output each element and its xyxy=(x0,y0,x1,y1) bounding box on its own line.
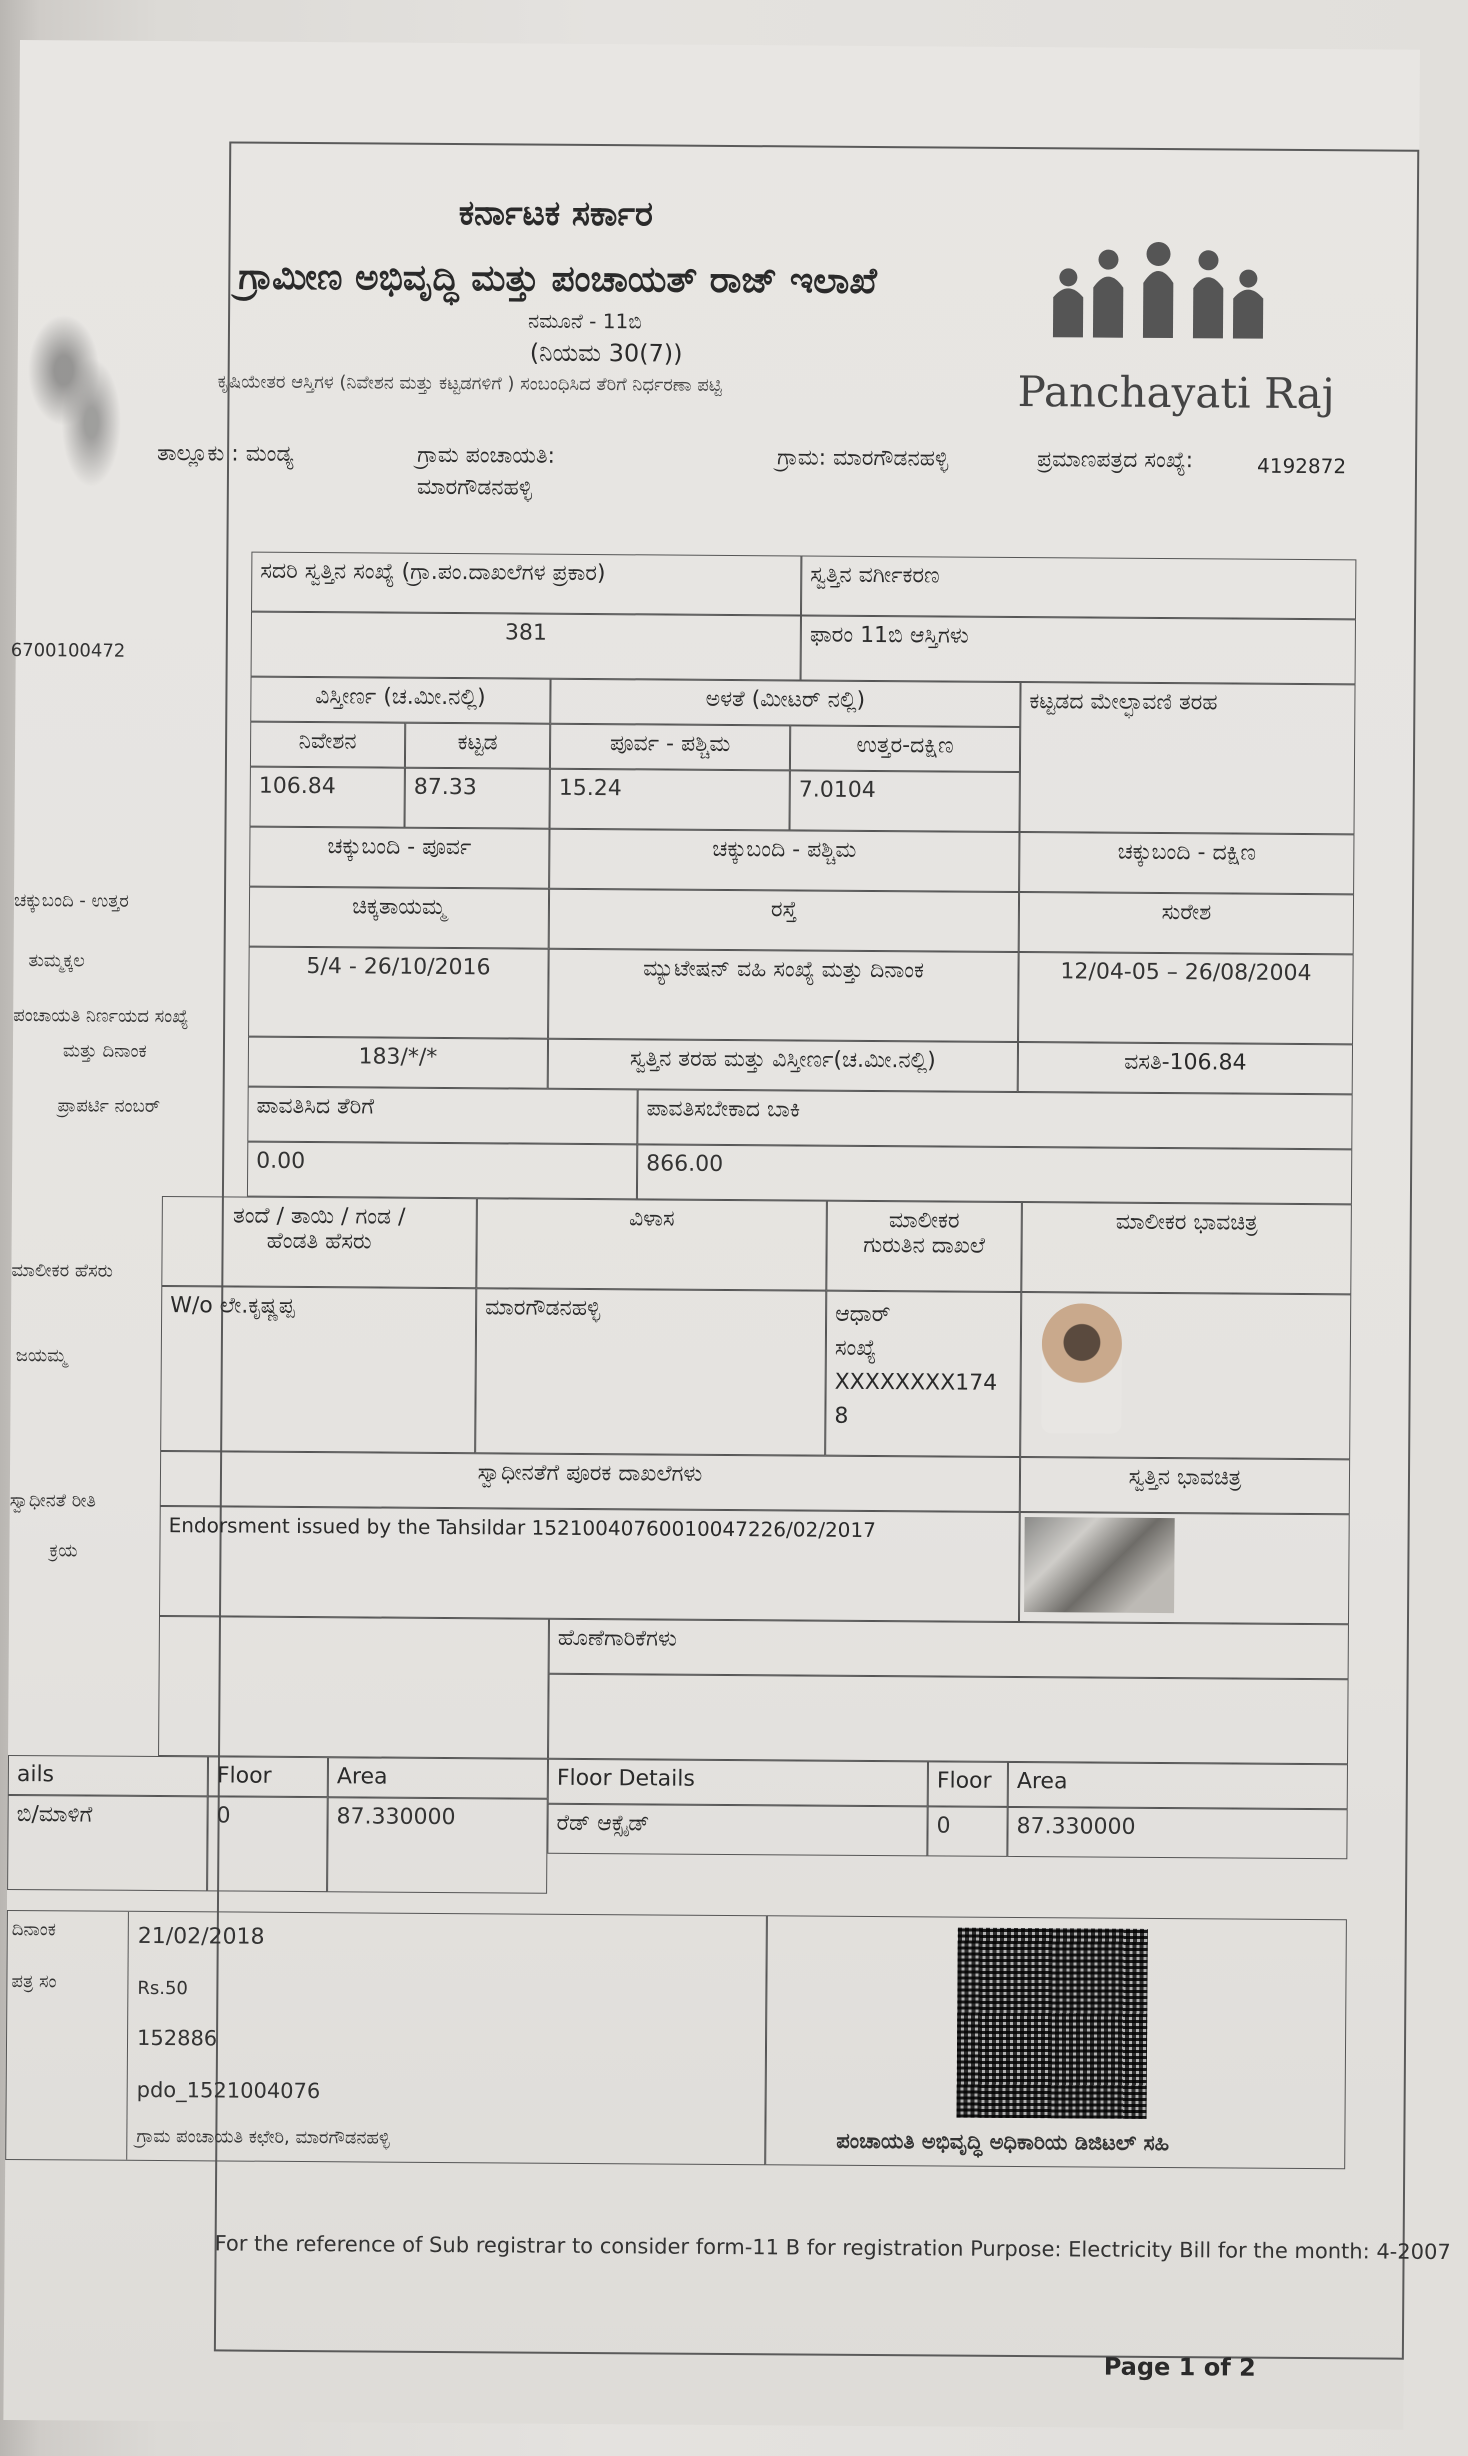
margin-property-number: ಪ್ರಾಪರ್ಟಿ ನಂಬರ್ xyxy=(57,1095,161,1118)
margin-owner-name: ಜಯಮ್ಮ xyxy=(15,1345,67,1367)
digital-signature-label: ಪಂಚಾಯತಿ ಅಭಿವೃದ್ಧಿ ಅಧಿಕಾರಿಯ ಡಿಜಿಟಲ್ ಸಹಿ xyxy=(836,2128,1170,2156)
floor-details-floor-header: Floor xyxy=(928,1761,1008,1807)
documents-label: ಸ್ವಾಧೀನತೆಗೆ ಪೂರಕ ದಾಖಲೆಗಳು xyxy=(160,1451,1020,1512)
balance-due: 866.00 xyxy=(637,1144,1352,1204)
address-label: ವಿಳಾಸ xyxy=(476,1198,827,1290)
dimensions-label: ಅಳತೆ (ಮೀಟರ್ ನಲ್ಲಿ) xyxy=(550,679,1020,727)
floor-details-header: Floor Details xyxy=(548,1759,928,1807)
footer-note: For the reference of Sub registrar to consider form-11 B for registration Purpose: Electricity Bill for the month: 4-2007 xyxy=(214,2231,1451,2265)
north-south-label: ಉತ್ತರ-ದಕ್ಷಿಣ xyxy=(790,725,1020,772)
paid-tax-label: ಪಾವತಿಸಿದ ತೆರಿಗೆ xyxy=(247,1087,637,1145)
west-boundary-label: ಚಕ್ಕುಬಂದಿ - ಪಶ್ಚಿಮ xyxy=(549,829,1019,892)
area-label: ವಿಸ್ತೀರ್ಣ (ಚ.ಮೀ.ನಲ್ಲಿ) xyxy=(250,677,550,724)
property-number-label: ಸದರಿ ಸ್ವತ್ತಿನ ಸಂಖ್ಯೆ (ಗ್ರಾ.ಪಂ.ದಾಖಲೆಗಳ ಪ್ರಕಾರ) xyxy=(251,552,801,616)
signing-label-letter: ಪತ್ರ ಸಂ xyxy=(11,1970,57,1993)
balance-label: ಪಾವತಿಸಬೇಕಾದ ಬಾಕಿ xyxy=(637,1089,1352,1149)
east-west-measurement: 15.24 xyxy=(550,769,790,831)
panchayati-raj-logo-icon xyxy=(1028,237,1289,349)
owner-id xyxy=(825,1291,1021,1457)
owner-photo-cell xyxy=(1020,1292,1351,1459)
id-label-line2: ಗುರುತಿನ ದಾಖಲೆ xyxy=(863,1232,985,1259)
father-label-line1: ತಂದೆ / ತಾಯಿ / ಗಂಡ / xyxy=(232,1203,406,1230)
form-number: ನಮೂನೆ - 11ಬಿ xyxy=(527,308,642,334)
west-boundary: ರಸ್ತೆ xyxy=(549,889,1019,952)
east-west-label: ಪೂರ್ವ - ಪಶ್ಚಿಮ xyxy=(550,724,790,771)
south-boundary-label: ಚಕ್ಕುಬಂದಿ - ದಕ್ಷಿಣ xyxy=(1019,832,1354,894)
property-photo-icon xyxy=(1024,1517,1175,1613)
official-stamp-icon xyxy=(7,240,149,501)
roof-type-label: ಕಟ್ಟಡದ ಮೇಲ್ಛಾವಣಿ ತರಹ xyxy=(1019,682,1355,834)
signing-office: ಗ್ರಾಮ ಪಂಚಾಯತಿ ಕಛೇರಿ, ಮಾರಗೌಡನಹಳ್ಳಿ xyxy=(136,2125,390,2149)
floor-col-floor-header: Floor xyxy=(208,1756,328,1797)
signing-fee: Rs.50 xyxy=(137,1977,188,2000)
floor-details-floor: 0 xyxy=(927,1806,1007,1857)
classification-label: ಸ್ವತ್ತಿನ ವರ್ಗೀಕರಣ xyxy=(801,555,1356,619)
village: ಗ್ರಾಮ: ಮಾರಗೌಡನಹಳ್ಳಿ xyxy=(777,445,949,472)
signing-divider xyxy=(126,1912,129,2160)
east-boundary: ಚಿಕ್ಕತಾಯಮ್ಮ xyxy=(249,887,549,949)
id-number-line2: 8 xyxy=(834,1403,849,1429)
classification: ಫಾರಂ 11ಬಿ ಆಸ್ತಿಗಳು xyxy=(801,615,1356,684)
documents-text: Endorsment issued by the Tahsildar 15210040760010047226/02/2017 xyxy=(159,1506,1020,1622)
property-photo-label: ಸ್ವತ್ತಿನ ಭಾವಚಿತ್ರ xyxy=(1020,1457,1350,1514)
paid-tax: 0.00 xyxy=(247,1142,637,1200)
father-name: W/o ಲೇ.ಕೃಷ್ಣಪ್ಪ xyxy=(160,1286,476,1453)
qr-code-icon xyxy=(957,1928,1148,2119)
south-boundary: ಸುರೇಶ xyxy=(1019,892,1354,954)
signing-receipt: 152886 xyxy=(136,2025,218,2051)
floor-col-type-header: ails xyxy=(8,1755,208,1796)
rule-number: (ನಿಯಮ 30(7)) xyxy=(529,338,683,368)
owner-id-label xyxy=(826,1201,1022,1292)
floor-area: 87.330000 xyxy=(327,1797,548,1894)
id-type: ಆಧಾರ್ xyxy=(835,1301,891,1328)
margin-possession-value: ಕ್ರಯ xyxy=(49,1540,78,1562)
owner-photo-icon xyxy=(1041,1303,1122,1434)
floor-col-area-header: Area xyxy=(328,1757,548,1799)
margin-north-name: ತುಮ್ಮಕ್ಕಲ xyxy=(28,950,85,972)
property-type-label: ಸ್ವತ್ತಿನ ತರಹ ಮತ್ತು ವಿಸ್ತೀರ್ಣ(ಚ.ಮೀ.ನಲ್ಲಿ) xyxy=(548,1039,1018,1092)
signing-pdo-id: pdo_1521004076 xyxy=(136,2077,321,2104)
taluk: ತಾಲ್ಲೂಕು : ಮಂಡ್ಯ xyxy=(157,440,294,467)
floor-type: ಬಿ/ಮಾಳಿಗೆ xyxy=(7,1795,208,1891)
id-number: XXXXXXXX174 xyxy=(834,1369,998,1396)
certificate-number: 4192872 xyxy=(1256,453,1347,479)
certificate-label: ಪ್ರಮಾಣಪತ್ರದ ಸಂಖ್ಯೆ: xyxy=(1037,447,1194,474)
father-label-line2: ಹೆಂಡತಿ ಹೆಸರು xyxy=(266,1228,372,1255)
margin-resolution: ಪಂಚಾಯತಿ ನಿರ್ಣಯದ ಸಂಖ್ಯೆ xyxy=(13,1004,189,1028)
document-page xyxy=(3,40,1451,2430)
signing-date: 21/02/2018 xyxy=(137,1923,265,1950)
page-number: Page 1 of 2 xyxy=(1103,2352,1256,2382)
owner-photo-label: ಮಾಲೀಕರ ಭಾವಚಿತ್ರ xyxy=(1021,1202,1352,1294)
floor-details-area-header: Area xyxy=(1008,1762,1348,1809)
father-name-label xyxy=(161,1196,477,1288)
liabilities-blank xyxy=(158,1616,549,1759)
id-type-line2: ಸಂಖ್ಯೆ xyxy=(834,1335,877,1362)
panchayat-name: ಮಾರಗೌಡನಹಳ್ಳಿ xyxy=(416,474,533,501)
mutation-value: 12/04-05 – 26/08/2004 xyxy=(1018,952,1354,1044)
margin-possession: ಸ್ವಾಧೀನತೆ ರೀತಿ xyxy=(9,1489,97,1512)
floor-number: 0 xyxy=(207,1796,328,1892)
id-label-line1: ಮಾಲೀಕರ xyxy=(888,1208,960,1234)
margin-id: 6700100472 xyxy=(10,639,126,662)
liabilities-label: ಹೊಣೆಗಾರಿಕೆಗಳು xyxy=(549,1619,1349,1680)
property-type-area: ವಸತಿ-106.84 xyxy=(1018,1042,1353,1094)
property-number: 381 xyxy=(251,612,801,681)
property-number-value: 183/*/* xyxy=(248,1037,548,1089)
margin-owner-name-label: ಮಾಲೀಕರ ಹೆಸರು xyxy=(11,1259,113,1282)
floor-details-area: 87.330000 xyxy=(1007,1807,1347,1859)
property-photo-cell xyxy=(1019,1512,1350,1624)
document-description: ಕೃಷಿಯೇತರ ಆಸ್ತಿಗಳ (ನಿವೇಶನ ಮತ್ತು ಕಟ್ಟಡಗಳಿಗೆ ) ಸಂಬಂಧಿಸಿದ ತೆರಿಗೆ ನಿರ್ಧರಣಾ ಪಟ್ಟಿ xyxy=(217,371,722,396)
logo-text: Panchayati Raj xyxy=(1017,366,1335,419)
digital-signature-block xyxy=(765,1915,1347,2169)
signing-label-date: ದಿನಾಂಕ xyxy=(11,1918,56,1941)
site-label: ನಿವೇಶನ xyxy=(250,722,405,768)
resolution-number: 5/4 - 26/10/2016 xyxy=(248,947,549,1039)
margin-resolution-date: ಮತ್ತು ದಿನಾಂಕ xyxy=(62,1040,147,1062)
liabilities-value xyxy=(548,1674,1349,1765)
site-area: 106.84 xyxy=(250,767,405,828)
owner-address: ಮಾರಗೌಡನಹಳ್ಳಿ xyxy=(475,1288,826,1455)
building-label: ಕಟ್ಟಡ xyxy=(405,723,550,769)
floor-details-type: ರೆಡ್ ಆಕ್ಸೈಡ್ xyxy=(547,1804,927,1857)
east-boundary-label: ಚಕ್ಕುಬಂದಿ - ಪೂರ್ವ xyxy=(249,827,549,889)
government-title: ಕರ್ನಾಟಕ ಸರ್ಕಾರ xyxy=(458,193,654,235)
north-south-measurement: 7.0104 xyxy=(790,770,1020,832)
department-title: ಗ್ರಾಮೀಣ ಅಭಿವೃದ್ಧಿ ಮತ್ತು ಪಂಚಾಯತ್ ರಾಜ್ ಇಲಾಖೆ xyxy=(238,256,878,302)
building-area: 87.33 xyxy=(405,768,550,829)
signing-block xyxy=(5,1910,767,2165)
margin-north-boundary: ಚಕ್ಕುಬಂದಿ - ಉತ್ತರ xyxy=(13,889,129,912)
mutation-label: ಮ್ಯುಟೇಷನ್ ವಹಿ ಸಂಖ್ಯೆ ಮತ್ತು ದಿನಾಂಕ xyxy=(548,949,1019,1042)
panchayat-label: ಗ್ರಾಮ ಪಂಚಾಯತಿ: xyxy=(417,442,556,469)
